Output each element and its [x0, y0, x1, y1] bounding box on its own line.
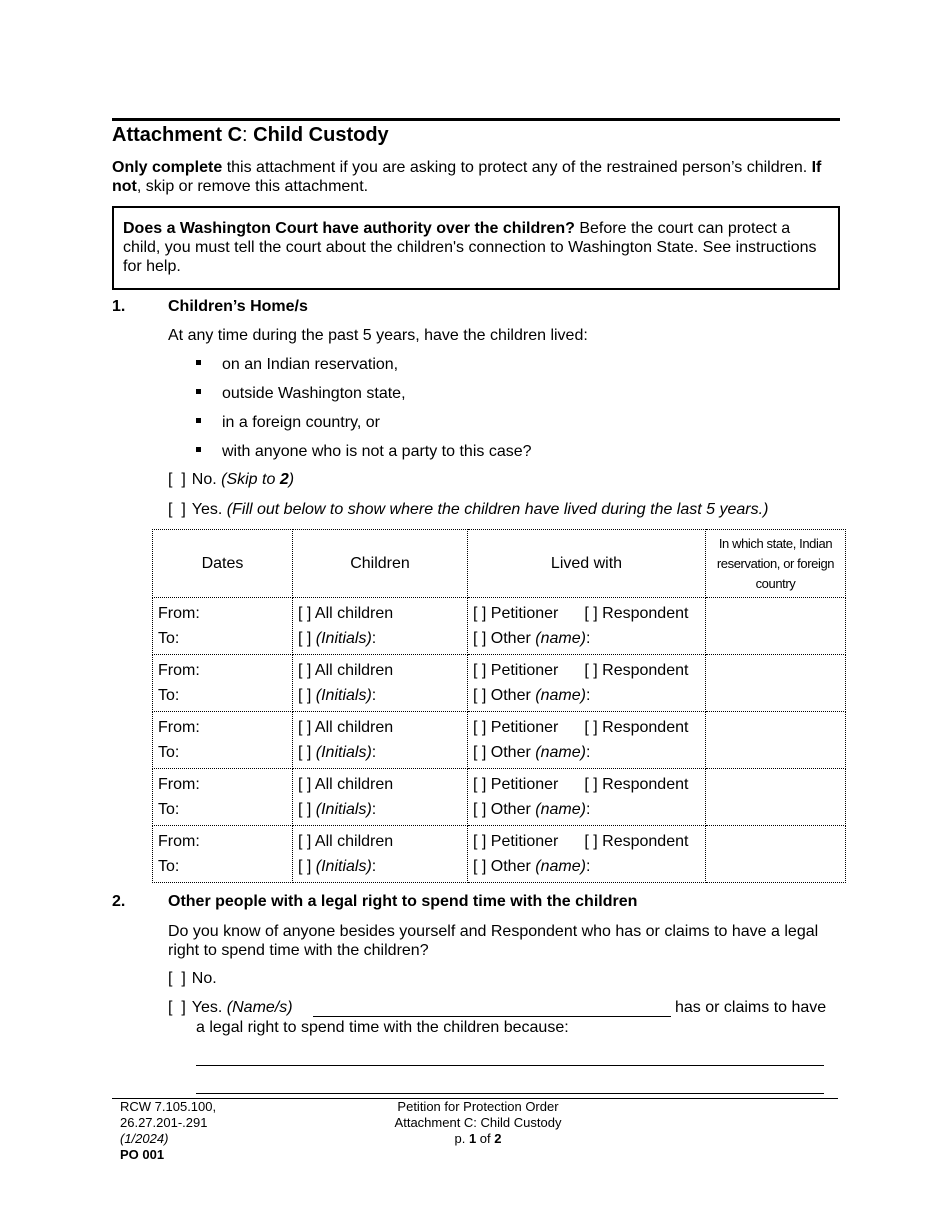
section-1-question: At any time during the past 5 years, have the children lived:	[168, 327, 588, 344]
respondent-checkbox[interactable]: [ ] Respondent	[584, 605, 689, 622]
table-row	[153, 826, 846, 883]
children-cell[interactable]	[293, 769, 468, 826]
petitioner-checkbox[interactable]: [ ] Petitioner	[473, 662, 559, 679]
yes-checkbox[interactable]: [ ]	[168, 501, 186, 518]
children-cell[interactable]	[293, 655, 468, 712]
initials-checkbox[interactable]: [ ] (Initials):	[298, 858, 377, 875]
initials-checkbox[interactable]: [ ] (Initials):	[298, 630, 377, 647]
section-1-no-option: [ ] No. (Skip to 2)	[168, 471, 295, 488]
other-checkbox[interactable]: [ ] Other (name):	[473, 630, 591, 647]
respondent-checkbox[interactable]: [ ] Respondent	[584, 662, 689, 679]
all-children-checkbox[interactable]: [ ] All children	[298, 605, 394, 622]
bullet-square-icon	[196, 389, 201, 394]
petitioner-checkbox[interactable]: [ ] Petitioner	[473, 833, 559, 850]
lived-with-cell[interactable]	[468, 769, 706, 826]
residence-table	[152, 529, 846, 883]
all-children-checkbox[interactable]: [ ] All children	[298, 833, 394, 850]
footer-citation: RCW 7.105.100, 26.27.201-.291 (1/2024) PO 001	[120, 1099, 217, 1162]
dates-cell[interactable]: From: To:	[153, 655, 293, 712]
other-checkbox[interactable]: [ ] Other (name):	[473, 858, 591, 875]
respondent-checkbox[interactable]: [ ] Respondent	[584, 833, 689, 850]
location-cell[interactable]	[706, 712, 846, 769]
initials-checkbox[interactable]: [ ] (Initials):	[298, 801, 377, 818]
other-checkbox[interactable]: [ ] Other (name):	[473, 801, 591, 818]
section-2-number: 2.	[112, 893, 126, 910]
table-row	[153, 769, 846, 826]
table-row	[153, 598, 846, 655]
authority-box: Does a Washington Court have authority over the children? Before the court can protect a child, you must tell the court about the children's connection to Washington State. See instructions for help.	[112, 206, 840, 290]
bullet-square-icon	[196, 447, 201, 452]
header-lived-with: Lived with	[468, 530, 706, 598]
section-2-no-option: [ ] No.	[168, 970, 217, 987]
children-cell[interactable]	[293, 598, 468, 655]
location-cell[interactable]	[706, 826, 846, 883]
location-cell[interactable]	[706, 598, 846, 655]
dates-cell[interactable]: From: To:	[153, 769, 293, 826]
section-1-heading: Children’s Home/s	[168, 298, 308, 315]
page-title: Attachment C: Child Custody	[112, 124, 389, 146]
table-row	[153, 655, 846, 712]
bullet-square-icon	[196, 418, 201, 423]
header-dates: Dates	[153, 530, 293, 598]
header-children: Children	[293, 530, 468, 598]
dates-cell[interactable]: From: To:	[153, 826, 293, 883]
location-cell[interactable]	[706, 769, 846, 826]
petitioner-checkbox[interactable]: [ ] Petitioner	[473, 605, 559, 622]
intro-text: Only complete this attachment if you are asking to protect any of the restrained person’s children. If not, skip or remove this attachment.	[112, 159, 822, 195]
reason-input-line[interactable]	[196, 1065, 824, 1066]
yes-checkbox[interactable]: [ ]	[168, 999, 186, 1016]
petitioner-checkbox[interactable]: [ ] Petitioner	[473, 776, 559, 793]
top-rule	[112, 118, 840, 121]
section-2-yes-option: [ ] Yes. (Name/s)	[168, 999, 293, 1016]
header-location: In which state, Indian reservation, or foreign country	[706, 530, 846, 598]
initials-checkbox[interactable]: [ ] (Initials):	[298, 687, 377, 704]
all-children-checkbox[interactable]: [ ] All children	[298, 662, 394, 679]
respondent-checkbox[interactable]: [ ] Respondent	[584, 776, 689, 793]
bullet-item: outside Washington state,	[196, 385, 406, 403]
section-1-yes-option: [ ] Yes. (Fill out below to show where the children have lived during the last 5 years.)	[168, 501, 769, 518]
location-cell[interactable]	[706, 655, 846, 712]
lived-with-cell[interactable]	[468, 826, 706, 883]
section-2-heading: Other people with a legal right to spend time with the children	[168, 893, 638, 910]
dates-cell[interactable]: From: To:	[153, 598, 293, 655]
footer-form-title: Petition for Protection Order Attachment C: Child Custody p. 1 of 2	[368, 1099, 588, 1147]
children-cell[interactable]	[293, 712, 468, 769]
lived-with-cell[interactable]	[468, 598, 706, 655]
children-cell[interactable]	[293, 826, 468, 883]
table-header-row	[153, 530, 846, 598]
bullet-item: on an Indian reservation,	[196, 356, 398, 374]
petitioner-checkbox[interactable]: [ ] Petitioner	[473, 719, 559, 736]
bullet-square-icon	[196, 360, 201, 365]
initials-checkbox[interactable]: [ ] (Initials):	[298, 744, 377, 761]
table-row	[153, 712, 846, 769]
bullet-item: in a foreign country, or	[196, 414, 380, 432]
respondent-checkbox[interactable]: [ ] Respondent	[584, 719, 689, 736]
no-checkbox[interactable]: [ ]	[168, 471, 186, 488]
section-1-number: 1.	[112, 298, 126, 315]
all-children-checkbox[interactable]: [ ] All children	[298, 719, 394, 736]
no-checkbox[interactable]: [ ]	[168, 970, 186, 987]
dates-cell[interactable]: From: To:	[153, 712, 293, 769]
names-input-line[interactable]	[313, 1016, 671, 1017]
section-2-yes-continuation: a legal right to spend time with the children because:	[196, 1019, 569, 1036]
lived-with-cell[interactable]	[468, 655, 706, 712]
other-checkbox[interactable]: [ ] Other (name):	[473, 687, 591, 704]
section-2-question: Do you know of anyone besides yourself and Respondent who has or claims to have a legal right to spend time with the children?	[168, 923, 819, 959]
page-number: p. 1 of 2	[454, 1131, 502, 1146]
section-2-yes-tail: has or claims to have	[675, 999, 827, 1016]
bullet-item: with anyone who is not a party to this case?	[196, 443, 532, 461]
all-children-checkbox[interactable]: [ ] All children	[298, 776, 394, 793]
lived-with-cell[interactable]	[468, 712, 706, 769]
reason-input-line[interactable]	[196, 1093, 824, 1094]
other-checkbox[interactable]: [ ] Other (name):	[473, 744, 591, 761]
